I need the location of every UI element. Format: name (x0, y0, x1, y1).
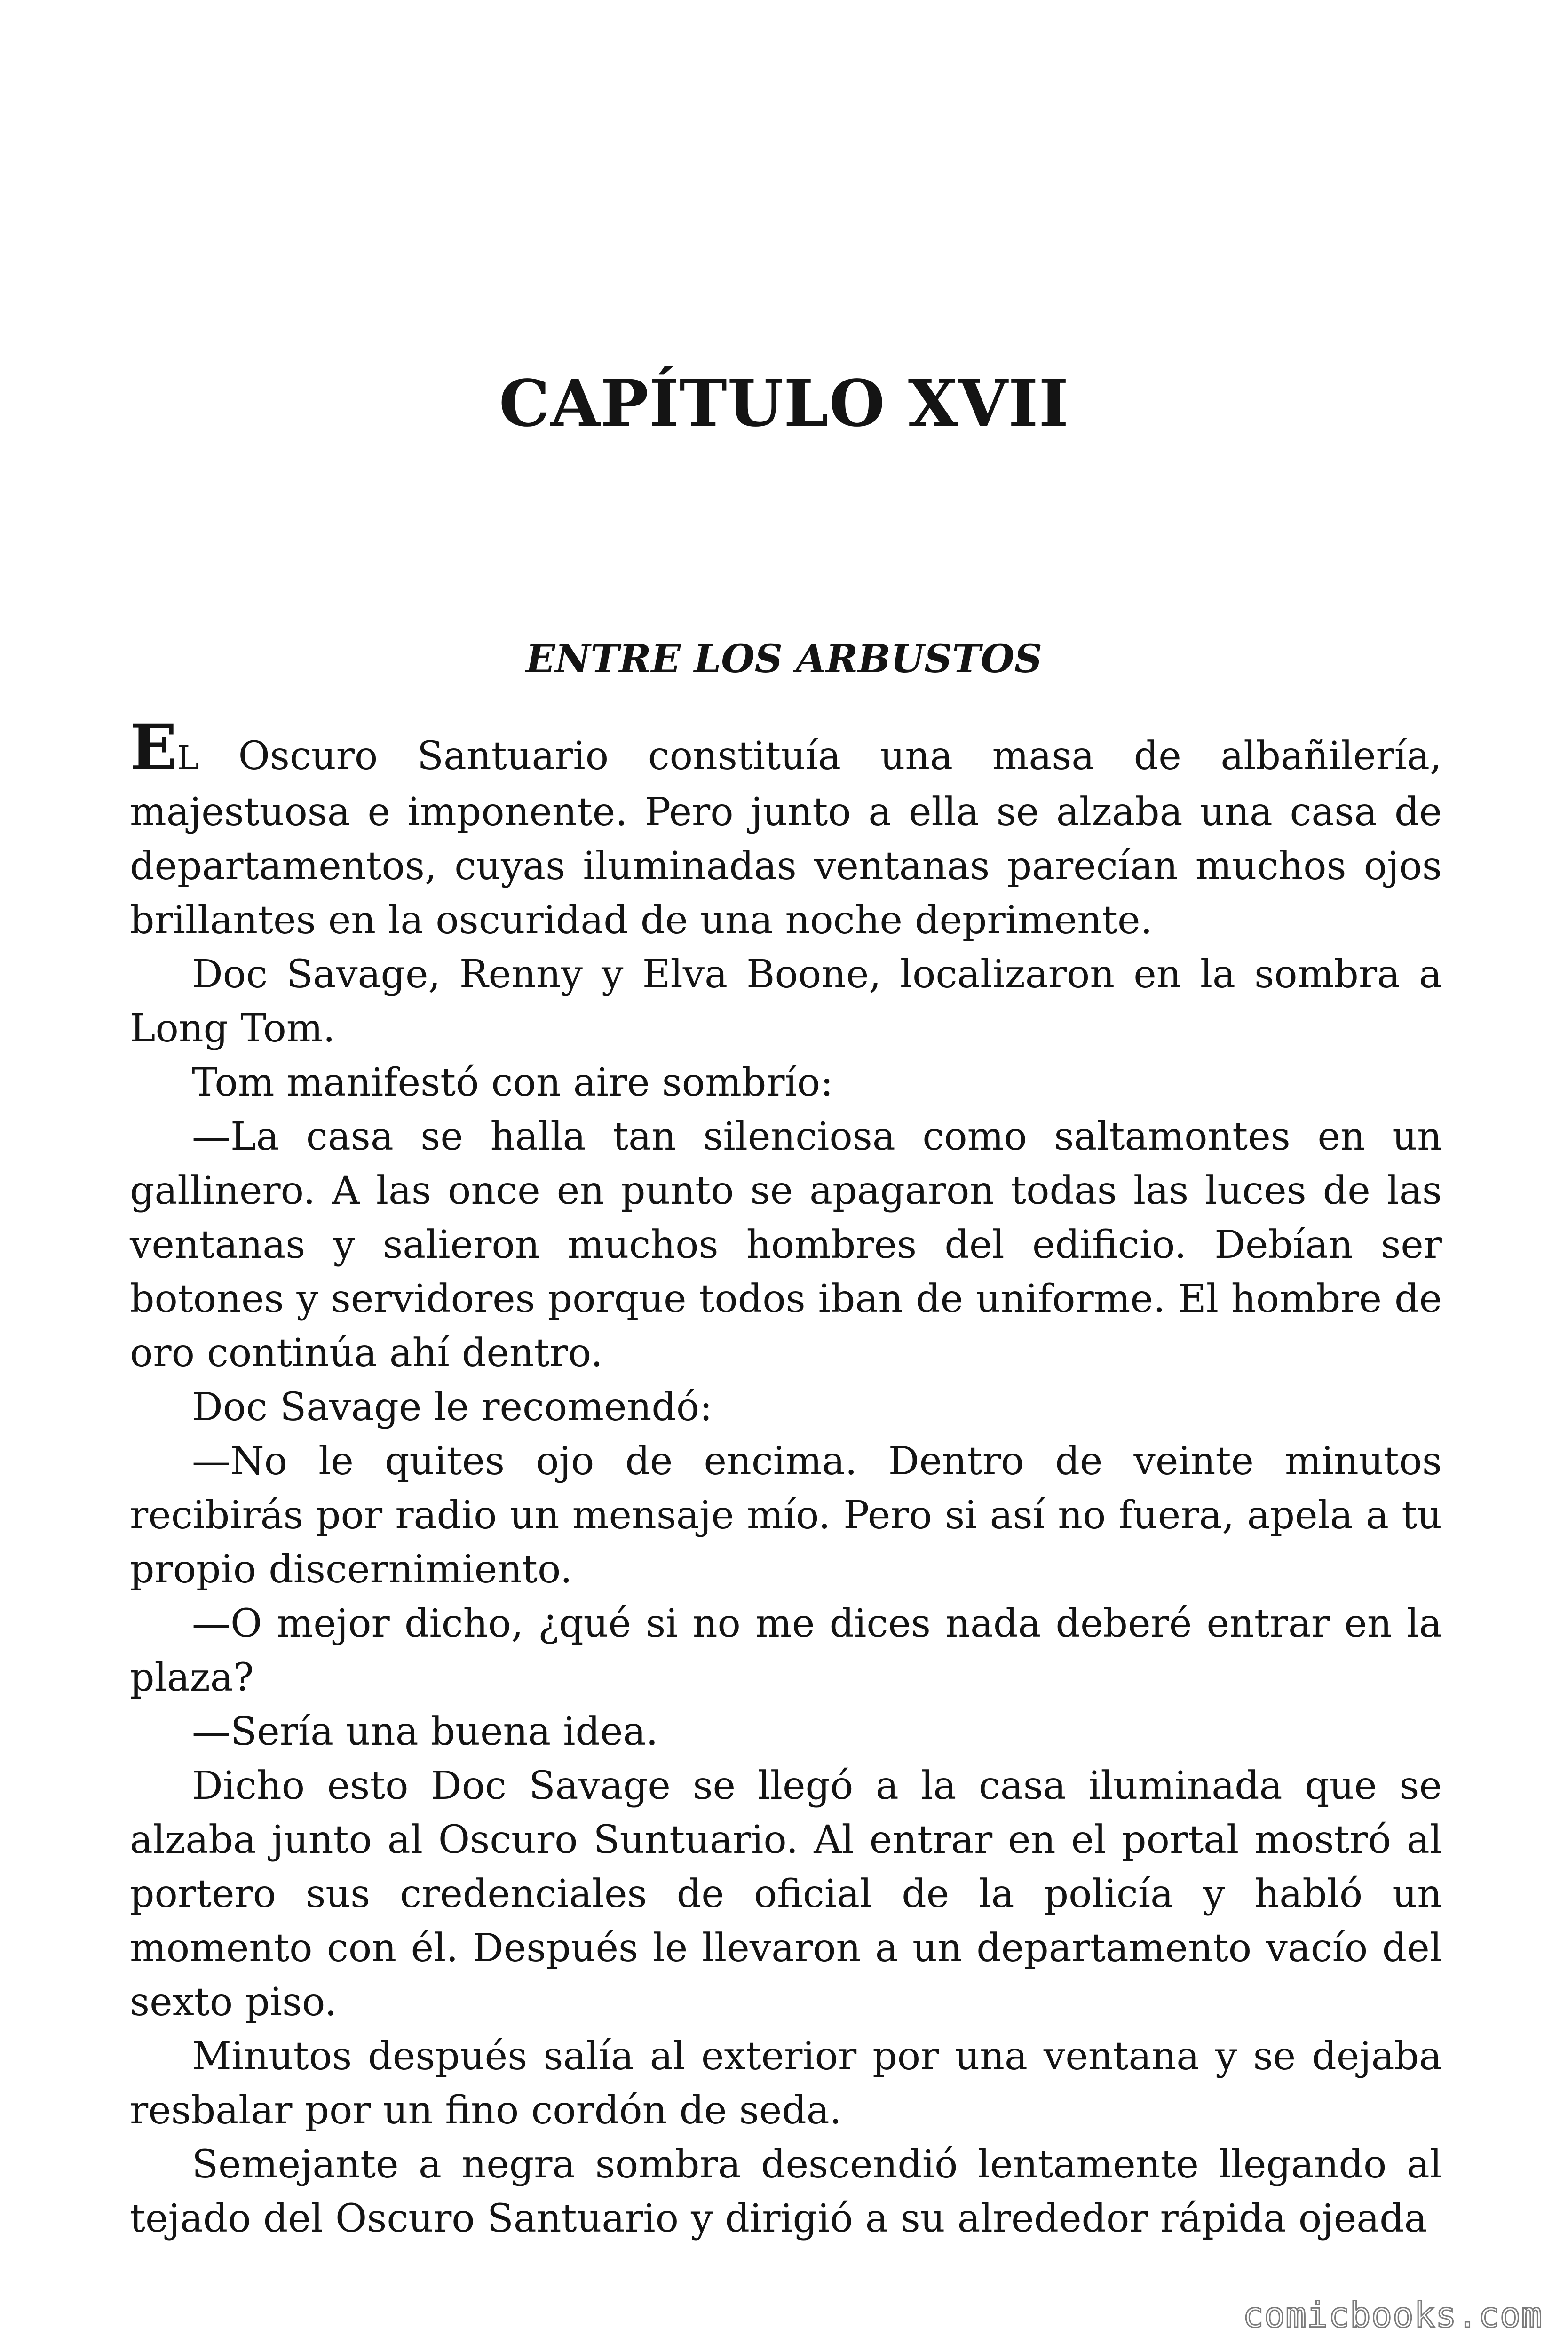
body-text (130, 711, 1442, 2246)
paragraph-2: Doc Savage, Renny y Elva Boone, localizaron en la sombra a Long Tom. (130, 952, 1442, 1051)
paragraph-6: —No le quites ojo de encima. Dentro de veinte minutos recibirás por radio un mensaje mío. Pero si así no fuera, apela a tu propio discernimiento. (130, 1439, 1442, 1592)
small-caps-text: L (177, 739, 199, 777)
chapter-subtitle: ENTRE LOS ARBUSTOS (526, 636, 1042, 682)
paragraph-4: —La casa se halla tan silenciosa como saltamontes en un gallinero. A las once en punto se apagaron todas las luces de las ventanas y salieron muchos hombres del edificio. Debían ser botones y servidores porque todos iban de uniforme. El hombre de oro continúa ahí dentro. (130, 1114, 1442, 1375)
paragraph-8: —Sería una buena idea. (192, 1709, 658, 1754)
paragraph-1 (130, 711, 1442, 947)
paragraph-9: Dicho esto Doc Savage se llegó a la casa iluminada que se alzaba junto al Oscuro Suntuario. Al entrar en el portal mostró al portero sus credenciales de oficial de la policía y habló un momento con él. Después le llevaron a un departamento vacío del sexto piso. (130, 1764, 1442, 2025)
paragraph-1-text: Oscuro Santuario constituía una masa de albañilería, majestuosa e imponente. Pero junto a ella se alzaba una casa de departamentos, cuyas iluminadas ventanas parecían muchos ojos brillantes en la oscuridad de una noche deprimente. (130, 734, 1442, 943)
drop-cap: E (130, 711, 177, 784)
paragraph-10: Minutos después salía al exterior por una ventana y se dejaba resbalar por un fino cordón de seda. (130, 2034, 1442, 2133)
paragraph-5: Doc Savage le recomendó: (192, 1385, 713, 1430)
chapter-title: CAPÍTULO XVII (499, 366, 1069, 441)
paragraph-11: Semejante a negra sombra descendió lentamente llegando al tejado del Oscuro Santuario y dirigió a su alrededor rápida ojeada (130, 2142, 1442, 2241)
paragraph-7: —O mejor dicho, ¿qué si no me dices nada deberé entrar en la plaza? (130, 1601, 1442, 1700)
paragraph-3: Tom manifestó con aire sombrío: (192, 1060, 833, 1105)
watermark: comicbooks.com (1243, 2295, 1543, 2336)
